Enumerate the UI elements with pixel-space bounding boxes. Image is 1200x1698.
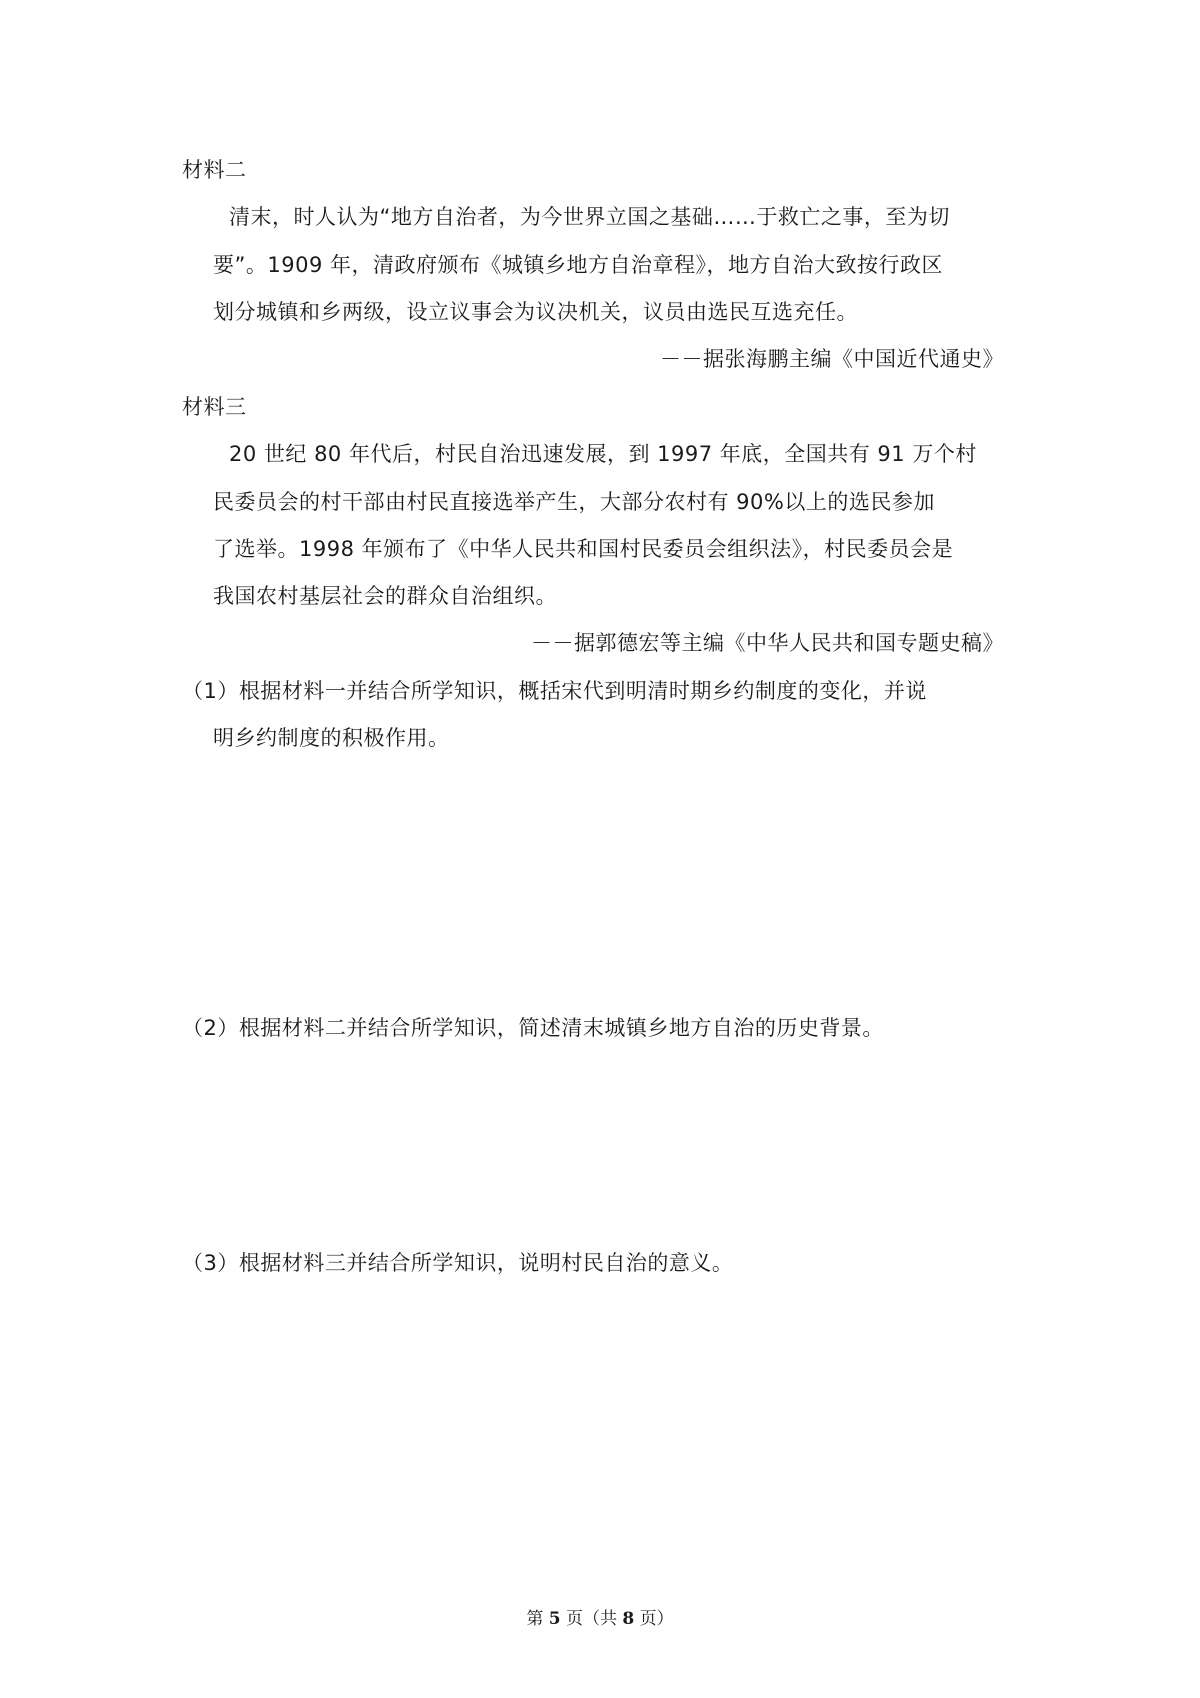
material2-heading: 材料二 — [182, 158, 247, 182]
question-2-line-1: （2）根据材料二并结合所学知识，简述清末城镇乡地方自治的历史背景。 — [182, 1016, 884, 1040]
page-footer — [0, 1607, 1200, 1631]
footer-total-pages: 8 — [622, 1609, 635, 1629]
material2-source: －－据张海鹏主编《中国近代通史》 — [660, 347, 1004, 371]
footer-page-number: 5 — [548, 1609, 561, 1629]
question-3-line-1: （3）根据材料三并结合所学知识，说明村民自治的意义。 — [182, 1251, 734, 1275]
footer-suffix: 页） — [639, 1609, 674, 1629]
question-1-line-1: （1）根据材料一并结合所学知识，概括宋代到明清时期乡约制度的变化，并说 — [182, 679, 927, 703]
material3-line-3: 了选举。1998 年颁布了《中华人民共和国村民委员会组织法》，村民委员会是 — [213, 537, 954, 561]
material3-line-2: 民委员会的村干部由村民直接选举产生，大部分农村有 90%以上的选民参加 — [213, 490, 935, 514]
material2-line-1: 清末，时人认为“地方自治者，为今世界立国之基础……于救亡之事，至为切 — [229, 205, 950, 229]
footer-middle: 页（共 — [566, 1609, 617, 1629]
material3-line-1: 20 世纪 80 年代后，村民自治迅速发展，到 1997 年底，全国共有 91 万个村 — [229, 442, 977, 466]
footer-prefix: 第 — [526, 1609, 544, 1629]
material2-line-2: 要”。1909 年，清政府颁布《城镇乡地方自治章程》，地方自治大致按行政区 — [213, 253, 943, 277]
material3-source: －－据郭德宏等主编《中华人民共和国专题史稿》 — [531, 631, 1004, 655]
material3-heading: 材料三 — [182, 395, 247, 419]
material3-line-4: 我国农村基层社会的群众自治组织。 — [213, 584, 557, 608]
question-1-line-2: 明乡约制度的积极作用。 — [213, 726, 450, 750]
material2-line-3: 划分城镇和乡两级，设立议事会为议决机关，议员由选民互选充任。 — [213, 300, 858, 324]
